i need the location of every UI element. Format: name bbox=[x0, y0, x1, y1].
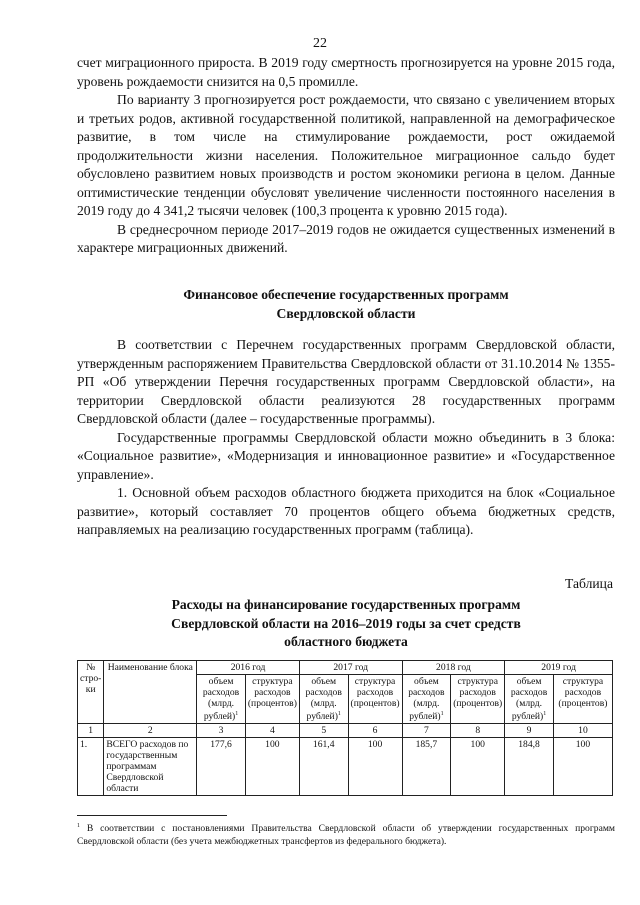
page-number: 22 bbox=[313, 36, 327, 51]
index-cell: 3 bbox=[197, 724, 246, 738]
index-cell: 9 bbox=[505, 724, 554, 738]
index-cell: 2 bbox=[104, 724, 197, 738]
value-cell: 100 bbox=[553, 738, 612, 796]
header-volume: объем расходов (млрд. рублей)$^1$ bbox=[402, 675, 451, 724]
footnote-text: В соответствии с постановлениями Правительства Свердловской области об утверждении государственных программ Свердловской области (без учета межбюджетных трансфертов из федерального бюджета). bbox=[77, 823, 615, 847]
section-heading-line-2: Свердловской области bbox=[276, 305, 416, 321]
header-block-name: Наименование блока bbox=[104, 661, 197, 724]
table-row bbox=[78, 738, 613, 796]
header-volume: объем расходов (млрд. рублей)$^1$ bbox=[197, 675, 246, 724]
header-structure: структура расходов (процентов) bbox=[348, 675, 402, 724]
value-cell: 185,7 bbox=[402, 738, 451, 796]
index-cell: 1 bbox=[78, 724, 104, 738]
header-year: 2019 год bbox=[505, 661, 613, 675]
expenses-table bbox=[77, 660, 613, 796]
index-cell: 7 bbox=[402, 724, 451, 738]
index-cell: 8 bbox=[451, 724, 505, 738]
header-structure: структура расходов (процентов) bbox=[451, 675, 505, 724]
value-cell: 184,8 bbox=[505, 738, 554, 796]
row-name: ВСЕГО расходов по государственным программам Свердловской области bbox=[104, 738, 197, 796]
index-cell: 4 bbox=[245, 724, 299, 738]
header-year: 2017 год bbox=[299, 661, 402, 675]
paragraph-continuation: счет миграционного прироста. В 2019 году смертность прогнозируется на уровне 2015 года, уровень рождаемости снизится на 0,5 промилле. bbox=[77, 55, 615, 89]
row-number: 1. bbox=[78, 738, 104, 796]
table-title-line-3: областного бюджета bbox=[284, 634, 408, 649]
table-title bbox=[77, 596, 615, 652]
value-cell: 161,4 bbox=[299, 738, 348, 796]
index-cell: 5 bbox=[299, 724, 348, 738]
paragraph-perechen: В соответствии с Перечнем государственных программ Свердловской области, утвержденным распоряжением Правительства Свердловской области от 31.10.2014 № 1355-РП «Об утверждении Перечня государственных программ Свердловской области», на территории Свердловской области реализуются 28 государственных программ Свердловской области (далее – государственные программы). bbox=[77, 337, 615, 426]
header-structure: структура расходов (процентов) bbox=[553, 675, 612, 724]
value-cell: 100 bbox=[451, 738, 505, 796]
footnote-divider bbox=[77, 815, 227, 816]
index-cell: 6 bbox=[348, 724, 402, 738]
table-title-line-1: Расходы на финансирование государственных программ bbox=[171, 597, 521, 612]
value-cell: 100 bbox=[245, 738, 299, 796]
header-row-number: № стро-ки bbox=[78, 661, 104, 724]
value-cell: 177,6 bbox=[197, 738, 246, 796]
index-row bbox=[78, 724, 613, 738]
paragraph-variant-3: По варианту 3 прогнозируется рост рождаемости, что связано с увеличением вторых и третьих родов, активной государственной политикой, направленной на демографическое развитие, в том числе на стимулирование рождаемости, рост ожидаемой продолжительности жизни населения. Положительное миграционное сальдо будет обусловлено развитием новых производств и ростом экономики региона в целом. Данные оптимистические тенденции обусловят увеличение численности постоянного населения в 2019 году до 4 341,2 тысячи человек (100,3 процента к уровню 2015 года). bbox=[77, 92, 615, 218]
footnote-mark: 1 bbox=[77, 823, 80, 829]
body-text-top bbox=[77, 54, 615, 258]
header-structure: структура расходов (процентов) bbox=[245, 675, 299, 724]
header-year: 2016 год bbox=[197, 661, 300, 675]
header-volume: объем расходов (млрд. рублей)$^1$ bbox=[505, 675, 554, 724]
paragraph-midterm: В среднесрочном периоде 2017–2019 годов не ожидается существенных изменений в характере миграционных движений. bbox=[77, 221, 615, 255]
table-title-line-2: Свердловской области на 2016–2019 годы за счет средств bbox=[171, 615, 521, 631]
section-heading bbox=[77, 286, 615, 323]
paragraph-blocks: Государственные программы Свердловской области можно объединить в 3 блока: «Социальное развитие», «Модернизация и инновационное развитие» и «Государственное управление». bbox=[77, 429, 615, 482]
header-year: 2018 год bbox=[402, 661, 505, 675]
value-cell: 100 bbox=[348, 738, 402, 796]
header-volume: объем расходов (млрд. рублей)$^1$ bbox=[299, 675, 348, 724]
body-text-mid bbox=[77, 336, 615, 540]
section-heading-line-1: Финансовое обеспечение государственных программ bbox=[183, 287, 509, 302]
paragraph-social: 1. Основной объем расходов областного бюджета приходится на блок «Социальное развитие», который составляет 70 процентов общего объема бюджетных средств, направляемых на реализацию государственных программ (таблица). bbox=[77, 485, 615, 537]
footnote bbox=[77, 820, 615, 848]
index-cell: 10 bbox=[553, 724, 612, 738]
table-label: Таблица bbox=[565, 576, 613, 591]
